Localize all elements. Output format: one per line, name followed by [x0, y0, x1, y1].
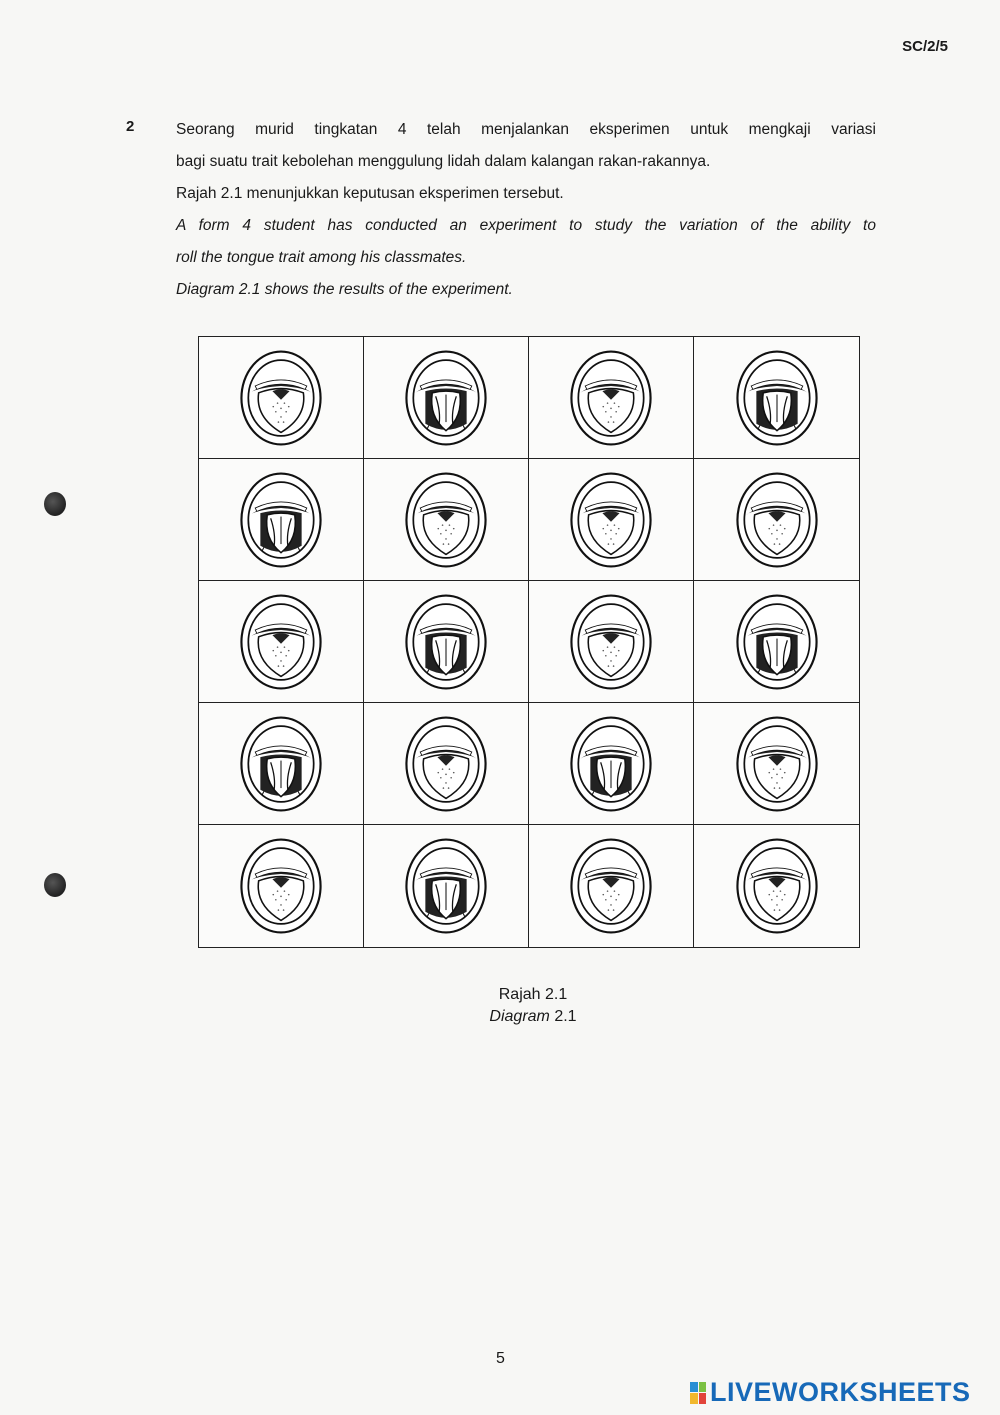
tongue-cell-rolled: [529, 703, 694, 825]
caption-malay: Rajah 2.1: [498, 986, 568, 1003]
question-line-english: A form 4 student has conducted an experiment to study the variation of the ability to: [176, 217, 876, 234]
rolled-tongue-mouth-icon: [238, 712, 324, 816]
question-line-malay: bagi suatu trait kebolehan menggulung lidah dalam kalangan rakan-rakannya.: [176, 153, 711, 170]
flat-tongue-mouth-icon: [734, 712, 820, 816]
page-number: 5: [496, 1350, 505, 1367]
page-code: SC/2/5: [902, 38, 948, 55]
question-line-malay: Seorang murid tingkatan 4 telah menjalankan eksperimen untuk mengkaji variasi: [176, 121, 876, 138]
tongue-cell-rolled: [199, 703, 364, 825]
rolled-tongue-mouth-icon: [403, 834, 489, 938]
punch-hole: [44, 492, 66, 516]
rolled-tongue-mouth-icon: [568, 712, 654, 816]
flat-tongue-mouth-icon: [403, 468, 489, 572]
flat-tongue-mouth-icon: [403, 712, 489, 816]
tongue-cell-flat: [694, 459, 859, 581]
caption-english-word: Diagram: [489, 1008, 550, 1025]
question-line-english: roll the tongue trait among his classmates.: [176, 249, 467, 266]
tongue-cell-flat: [364, 703, 529, 825]
flat-tongue-mouth-icon: [238, 590, 324, 694]
flat-tongue-mouth-icon: [568, 346, 654, 450]
tongue-cell-rolled: [694, 337, 859, 459]
tongue-diagram-grid: [198, 336, 860, 948]
punch-hole: [44, 873, 66, 897]
rolled-tongue-mouth-icon: [403, 590, 489, 694]
tongue-cell-flat: [529, 459, 694, 581]
diagram-caption: [0, 984, 1000, 1028]
question-number: 2: [126, 118, 135, 135]
flat-tongue-mouth-icon: [568, 590, 654, 694]
tongue-cell-flat: [199, 825, 364, 947]
tongue-cell-flat: [694, 825, 859, 947]
brand-text: LIVEWORKSHEETS: [710, 1377, 971, 1407]
question-text: [176, 114, 876, 306]
flat-tongue-mouth-icon: [568, 834, 654, 938]
question-line-english: Diagram 2.1 shows the results of the experiment.: [176, 281, 513, 298]
caption-english: [0, 1006, 1000, 1028]
question-line-malay: Rajah 2.1 menunjukkan keputusan eksperimen tersebut.: [176, 185, 564, 202]
flat-tongue-mouth-icon: [238, 346, 324, 450]
tongue-cell-flat: [364, 459, 529, 581]
flat-tongue-mouth-icon: [568, 468, 654, 572]
tongue-cell-flat: [529, 581, 694, 703]
tongue-cell-flat: [199, 581, 364, 703]
tongue-cell-flat: [529, 825, 694, 947]
tongue-cell-rolled: [364, 337, 529, 459]
tongue-cell-rolled: [364, 581, 529, 703]
flat-tongue-mouth-icon: [238, 834, 324, 938]
rolled-tongue-mouth-icon: [734, 346, 820, 450]
flat-tongue-mouth-icon: [734, 468, 820, 572]
tongue-cell-flat: [694, 703, 859, 825]
tongue-cell-flat: [199, 337, 364, 459]
tongue-cell-rolled: [199, 459, 364, 581]
tongue-cell-rolled: [694, 581, 859, 703]
tongue-cell-rolled: [364, 825, 529, 947]
flat-tongue-mouth-icon: [734, 834, 820, 938]
liveworksheets-brand: [690, 1377, 971, 1408]
rolled-tongue-mouth-icon: [238, 468, 324, 572]
tongue-cell-flat: [529, 337, 694, 459]
rolled-tongue-mouth-icon: [403, 346, 489, 450]
liveworksheets-logo-icon: [690, 1382, 706, 1404]
caption-english-number: 2.1: [554, 1008, 577, 1025]
rolled-tongue-mouth-icon: [734, 590, 820, 694]
